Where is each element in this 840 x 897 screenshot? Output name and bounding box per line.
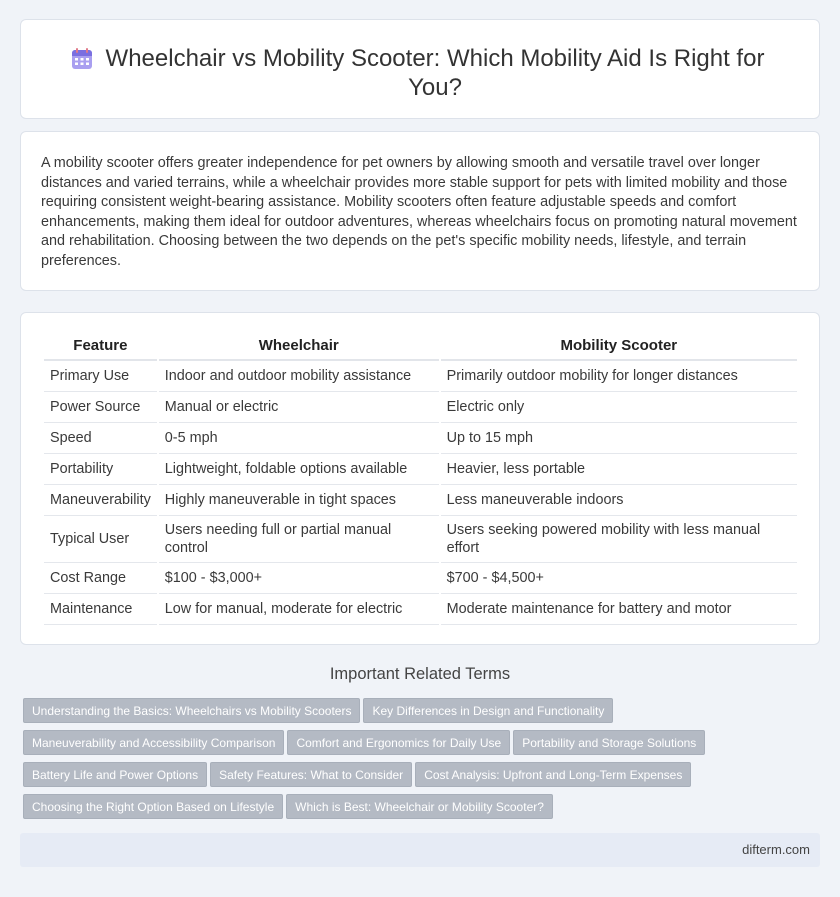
table-cell: Power Source: [44, 392, 157, 423]
tag-row: [23, 762, 803, 794]
table-cell: Speed: [44, 423, 157, 454]
table-cell: Users seeking powered mobility with less manual effort: [441, 516, 797, 563]
table-cell: Indoor and outdoor mobility assistance: [159, 361, 439, 392]
header-mobility-scooter: Mobility Scooter: [441, 333, 797, 361]
related-term-link[interactable]: Key Differences in Design and Functionality: [363, 698, 613, 723]
related-terms-heading: Important Related Terms: [329, 665, 511, 683]
table-cell: Lightweight, foldable options available: [159, 454, 439, 485]
related-term-link[interactable]: Portability and Storage Solutions: [513, 730, 705, 755]
tag-row: [23, 794, 803, 826]
table-cell: Heavier, less portable: [441, 454, 797, 485]
table-row: [44, 485, 797, 516]
table-cell: Moderate maintenance for battery and motor: [441, 594, 797, 625]
intro-paragraph: A mobility scooter offers greater independence for pet owners by allowing smooth and versatile travel over longer distances and varied terrains, while a wheelchair provides more stable support for pets with limited mobility and those requiring consistent weight-bearing assistance. Mobility scooters often feature adjustable speeds and comfort enhancements, making them ideal for outdoor adventures, whereas wheelchairs focus on promoting natural movement and rehabilitation. Choosing between the two depends on the pet's specific mobility needs, lifestyle, and terrain preferences.: [41, 155, 797, 269]
tag-row: [23, 698, 803, 730]
table-row: [44, 454, 797, 485]
table-cell: 0-5 mph: [159, 423, 439, 454]
table-cell: Cost Range: [44, 563, 157, 594]
related-term-link[interactable]: Maneuverability and Accessibility Comparison: [23, 730, 284, 755]
table-cell: Maneuverability: [44, 485, 157, 516]
table-row: [44, 392, 797, 423]
related-term-link[interactable]: Understanding the Basics: Wheelchairs vs Mobility Scooters: [23, 698, 360, 723]
table-cell: $100 - $3,000+: [159, 563, 439, 594]
table-header-row: [44, 333, 797, 361]
related-term-link[interactable]: Which is Best: Wheelchair or Mobility Scooter?: [286, 794, 553, 819]
comparison-table: [42, 333, 799, 625]
comparison-table-card: [20, 312, 820, 645]
footer: [20, 833, 820, 867]
table-row: [44, 594, 797, 625]
header-feature: Feature: [44, 333, 157, 361]
table-row: [44, 563, 797, 594]
table-cell: Users needing full or partial manual control: [159, 516, 439, 563]
related-term-link[interactable]: Safety Features: What to Consider: [210, 762, 412, 787]
table-row: [44, 423, 797, 454]
page-title: Wheelchair vs Mobility Scooter: Which Mobility Aid Is Right for You?: [105, 45, 765, 101]
tag-row: [23, 730, 803, 762]
related-term-link[interactable]: Choosing the Right Option Based on Lifestyle: [23, 794, 283, 819]
title-card: [20, 19, 820, 119]
related-term-link[interactable]: Comfort and Ergonomics for Daily Use: [287, 730, 510, 755]
table-cell: Less maneuverable indoors: [441, 485, 797, 516]
table-cell: Highly maneuverable in tight spaces: [159, 485, 439, 516]
table-cell: Manual or electric: [159, 392, 439, 423]
table-cell: Up to 15 mph: [441, 423, 797, 454]
footer-site-link[interactable]: difterm.com: [742, 842, 810, 857]
table-row: [44, 516, 797, 563]
related-terms-list: [23, 698, 803, 826]
intro-card: [20, 131, 820, 291]
header-wheelchair: Wheelchair: [159, 333, 439, 361]
table-row: [44, 361, 797, 392]
table-cell: Electric only: [441, 392, 797, 423]
table-cell: Portability: [44, 454, 157, 485]
table-cell: Primarily outdoor mobility for longer distances: [441, 361, 797, 392]
table-cell: $700 - $4,500+: [441, 563, 797, 594]
related-term-link[interactable]: Battery Life and Power Options: [23, 762, 207, 787]
table-cell: Typical User: [44, 516, 157, 563]
table-cell: Maintenance: [44, 594, 157, 625]
table-cell: Primary Use: [44, 361, 157, 392]
related-term-link[interactable]: Cost Analysis: Upfront and Long-Term Expenses: [415, 762, 691, 787]
table-cell: Low for manual, moderate for electric: [159, 594, 439, 625]
